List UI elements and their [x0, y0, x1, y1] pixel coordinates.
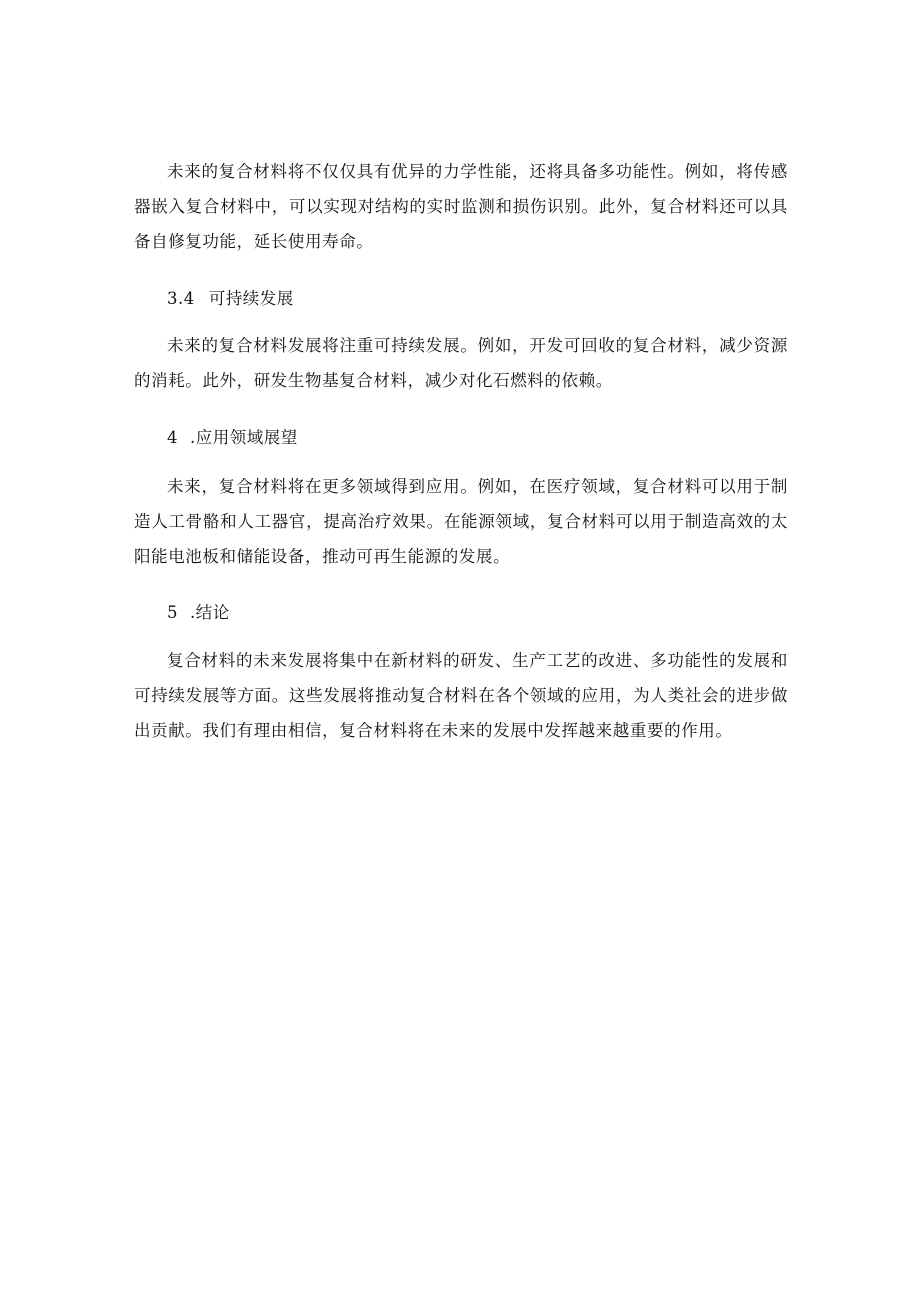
section-title: .结论 [190, 603, 230, 622]
section-number: 4 [167, 428, 178, 447]
section-title: 可持续发展 [208, 289, 294, 308]
section-heading-3-4 [167, 287, 294, 311]
paragraph-multifunctional: 未来的复合材料将不仅仅具有优异的力学性能，还将具备多功能性。例如，将传感器嵌入复合材料中，可以实现对结构的实时监测和损伤识别。此外，复合材料还可以具备自修复功能，延长使用寿命。 [134, 162, 788, 251]
section-title: .应用领域展望 [190, 428, 298, 447]
section-heading-5 [167, 601, 230, 625]
paragraph-sustainable: 未来的复合材料发展将注重可持续发展。例如，开发可回收的复合材料，减少资源的消耗。此外，研发生物基复合材料，减少对化石燃料的依赖。 [134, 336, 788, 390]
section-number: 3.4 [167, 289, 195, 308]
section-heading-4 [167, 426, 298, 450]
section-number: 5 [167, 603, 178, 622]
paragraph-conclusion: 复合材料的未来发展将集中在新材料的研发、生产工艺的改进、多功能性的发展和可持续发展等方面。这些发展将推动复合材料在各个领域的应用，为人类社会的进步做出贡献。我们有理由相信，复合材料将在未来的发展中发挥越来越重要的作用。 [134, 651, 788, 740]
paragraph-applications: 未来，复合材料将在更多领域得到应用。例如，在医疗领域，复合材料可以用于制造人工骨骼和人工器官，提高治疗效果。在能源领域，复合材料可以用于制造高效的太阳能电池板和储能设备，推动可再生能源的发展。 [134, 477, 788, 566]
